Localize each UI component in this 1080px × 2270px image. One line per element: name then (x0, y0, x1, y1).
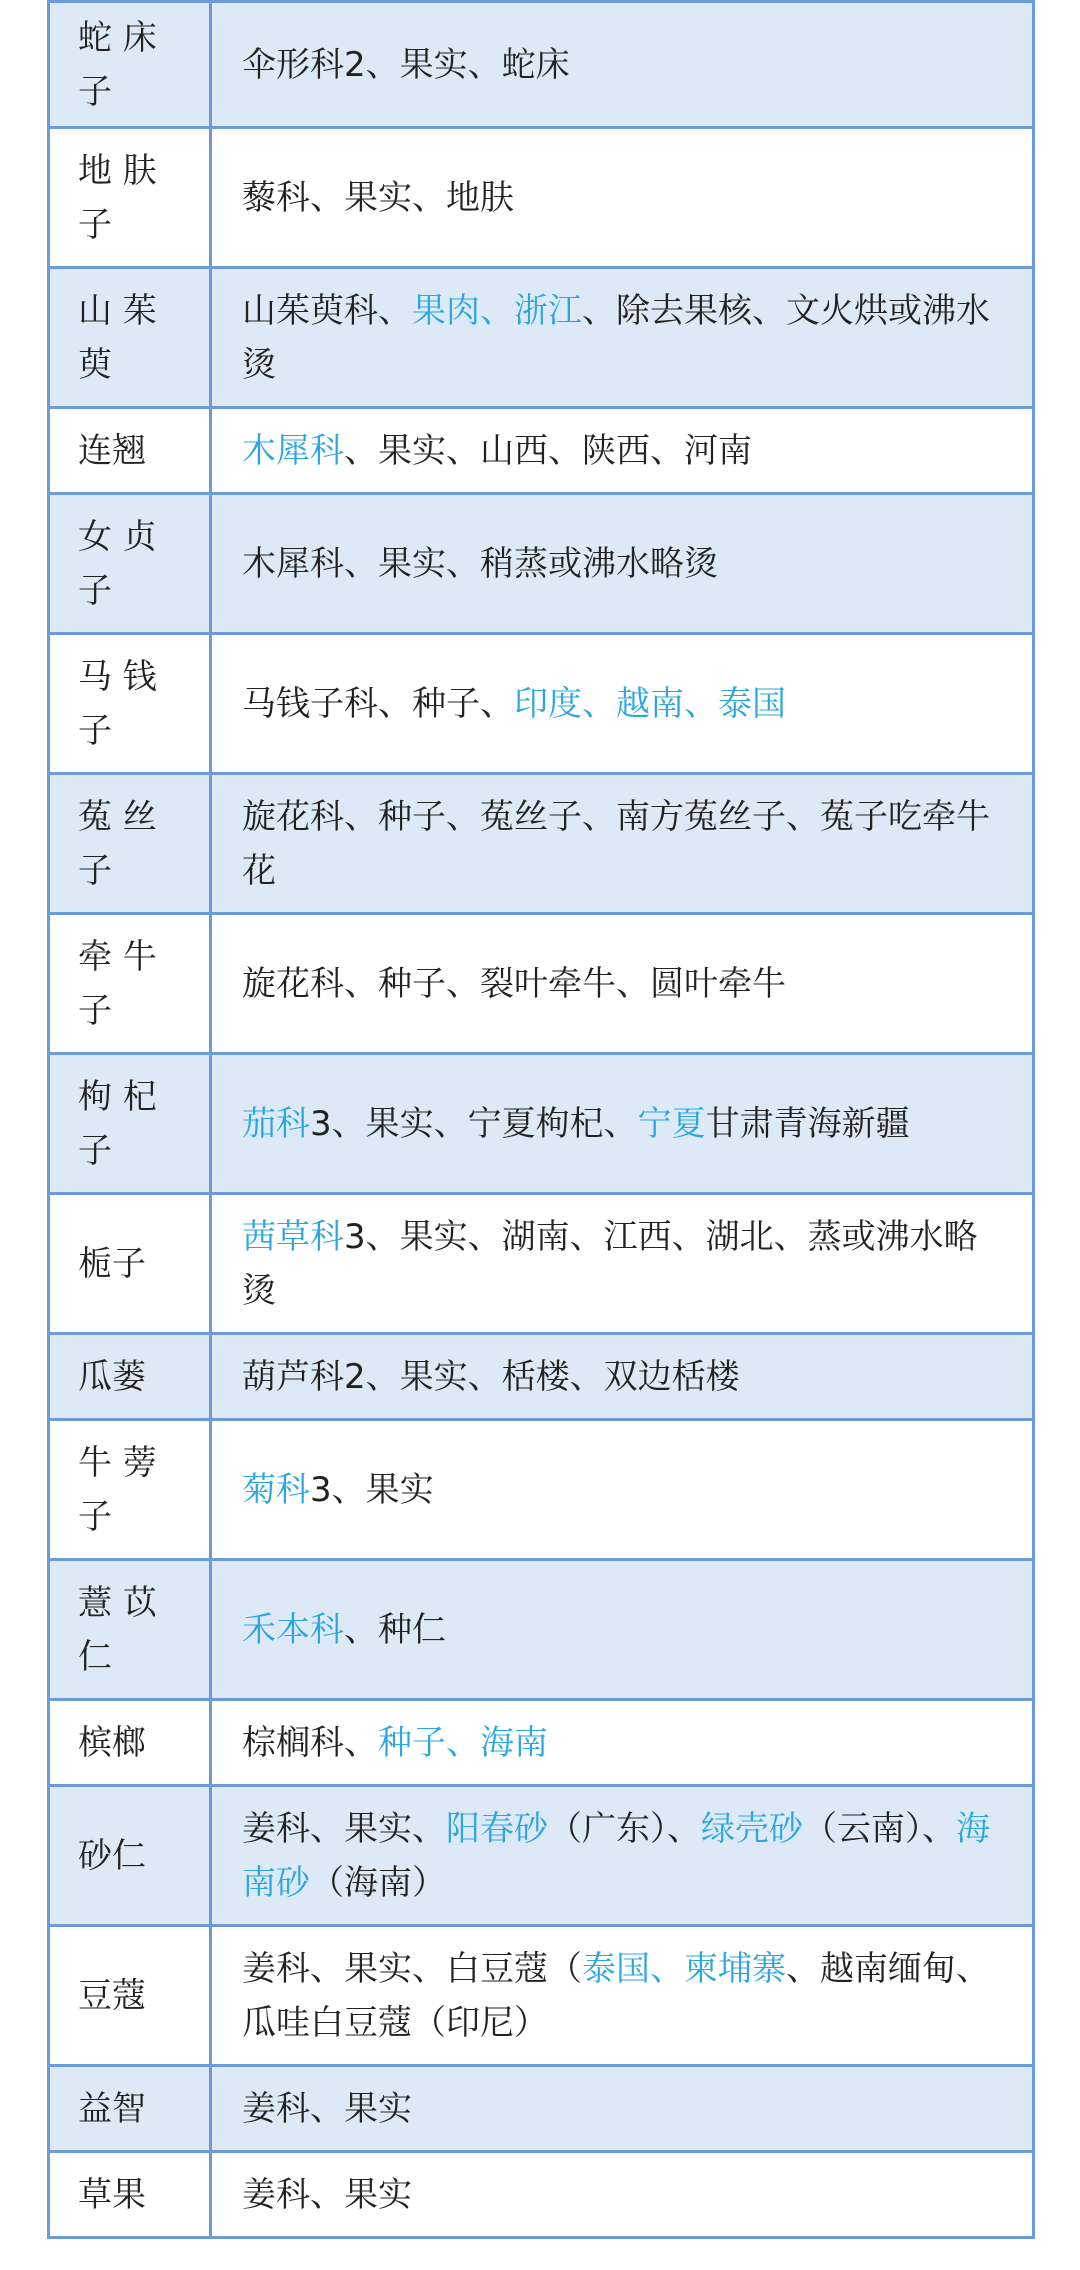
description-text: 木犀科、果实、稍蒸或沸水略烫 (242, 543, 718, 584)
table-row (49, 634, 1034, 774)
herb-name-cell: 马 钱 子 (49, 634, 211, 774)
description-text: 姜科、果实 (242, 2174, 412, 2215)
herb-description-cell (211, 1054, 1034, 1194)
table-row (49, 1194, 1034, 1334)
highlighted-text: 海南砂 (242, 1808, 990, 1903)
herb-name-cell: 豆蔻 (49, 1926, 211, 2066)
description-text: 、除去果核、文火烘或沸水烫 (242, 290, 990, 385)
herb-description-cell (211, 1420, 1034, 1560)
table-row (49, 2152, 1034, 2238)
herb-name-cell: 槟榔 (49, 1700, 211, 1786)
herb-table (47, 0, 1035, 2239)
herb-name-cell: 砂仁 (49, 1786, 211, 1926)
herb-table-container (47, 0, 1032, 2239)
description-text: 旋花科、种子、菟丝子、南方菟丝子、菟子吃牵牛花 (242, 796, 990, 891)
herb-description-cell (211, 774, 1034, 914)
table-row (49, 1786, 1034, 1926)
description-text: 、种仁 (344, 1609, 446, 1650)
table-row (49, 1334, 1034, 1420)
herb-name-cell: 草果 (49, 2152, 211, 2238)
description-text: 棕榈科、 (242, 1722, 378, 1763)
highlighted-text: 绿壳砂 (701, 1808, 803, 1849)
table-row (49, 1054, 1034, 1194)
herb-description-cell (211, 2, 1034, 128)
table-row (49, 1560, 1034, 1700)
herb-name-cell: 地 肤 子 (49, 128, 211, 268)
description-text: 甘肃青海新疆 (705, 1103, 910, 1144)
table-row (49, 2066, 1034, 2152)
herb-description-cell (211, 2066, 1034, 2152)
highlighted-text: 禾本科 (242, 1609, 344, 1650)
herb-description-cell (211, 1194, 1034, 1334)
highlighted-text: 木犀科 (242, 430, 344, 471)
description-text: 藜科、果实、地肤 (242, 177, 514, 218)
herb-name-cell: 山 茱 萸 (49, 268, 211, 408)
description-text: 、果实、山西、陕西、河南 (344, 430, 752, 471)
description-text: 姜科、果实 (242, 2088, 412, 2129)
highlighted-text: 种子、海南 (378, 1722, 548, 1763)
table-row (49, 2, 1034, 128)
description-text: 3、果实、湖南、江西、湖北、蒸或沸水略烫 (242, 1216, 978, 1311)
herb-description-cell (211, 268, 1034, 408)
description-text: 葫芦科2、果实、栝楼、双边栝楼 (242, 1356, 740, 1397)
description-text: 旋花科、种子、裂叶牵牛、圆叶牵牛 (242, 963, 786, 1004)
description-text: （云南）、 (803, 1808, 956, 1849)
table-row (49, 408, 1034, 494)
herb-name-cell: 益智 (49, 2066, 211, 2152)
herb-description-cell (211, 494, 1034, 634)
table-row (49, 1700, 1034, 1786)
herb-name-cell: 薏 苡 仁 (49, 1560, 211, 1700)
highlighted-text: 果肉、浙江 (412, 290, 582, 331)
highlighted-text: 阳春砂 (446, 1808, 548, 1849)
description-text: 马钱子科、种子、 (242, 683, 514, 724)
herb-description-cell (211, 914, 1034, 1054)
herb-description-cell (211, 128, 1034, 268)
highlighted-text: 印度、越南、泰国 (514, 683, 786, 724)
highlighted-text: 茄科 (242, 1103, 310, 1144)
highlighted-text: 泰国、柬埔寨 (582, 1948, 786, 1989)
description-text: 3、果实 (310, 1469, 434, 1510)
herb-description-cell (211, 2152, 1034, 2238)
herb-description-cell (211, 1560, 1034, 1700)
herb-name-cell: 蛇 床 子 (49, 2, 211, 128)
herb-name-cell: 女 贞 子 (49, 494, 211, 634)
description-text: 姜科、果实、 (242, 1808, 446, 1849)
herb-description-cell (211, 1786, 1034, 1926)
herb-description-cell (211, 1334, 1034, 1420)
herb-description-cell (211, 408, 1034, 494)
herb-name-cell: 菟 丝 子 (49, 774, 211, 914)
highlighted-text: 宁夏 (637, 1103, 706, 1144)
description-text: 伞形科2、果实、蛇床 (242, 44, 570, 85)
herb-table-body (49, 2, 1034, 2238)
herb-name-cell: 栀子 (49, 1194, 211, 1334)
description-text: （广东）、 (548, 1808, 701, 1849)
herb-name-cell: 枸 杞 子 (49, 1054, 211, 1194)
description-text: （海南） (310, 1862, 446, 1903)
herb-name-cell: 牵 牛 子 (49, 914, 211, 1054)
table-row (49, 774, 1034, 914)
table-row (49, 268, 1034, 408)
highlighted-text: 菊科 (242, 1469, 310, 1510)
table-row (49, 128, 1034, 268)
table-row (49, 494, 1034, 634)
highlighted-text: 茜草科 (242, 1216, 344, 1257)
table-row (49, 1926, 1034, 2066)
table-row (49, 914, 1034, 1054)
description-text: 山茱萸科、 (242, 290, 412, 331)
herb-description-cell (211, 1700, 1034, 1786)
herb-name-cell: 瓜蒌 (49, 1334, 211, 1420)
table-row (49, 1420, 1034, 1560)
description-text: 姜科、果实、白豆蔻（ (242, 1948, 582, 1989)
herb-name-cell: 牛 蒡 子 (49, 1420, 211, 1560)
herb-description-cell (211, 1926, 1034, 2066)
description-text: 3、果实、宁夏枸杞、 (310, 1103, 638, 1144)
herb-description-cell (211, 634, 1034, 774)
herb-name-cell: 连翘 (49, 408, 211, 494)
description-text: 、越南缅甸、瓜哇白豆蔻（印尼） (242, 1948, 990, 2043)
